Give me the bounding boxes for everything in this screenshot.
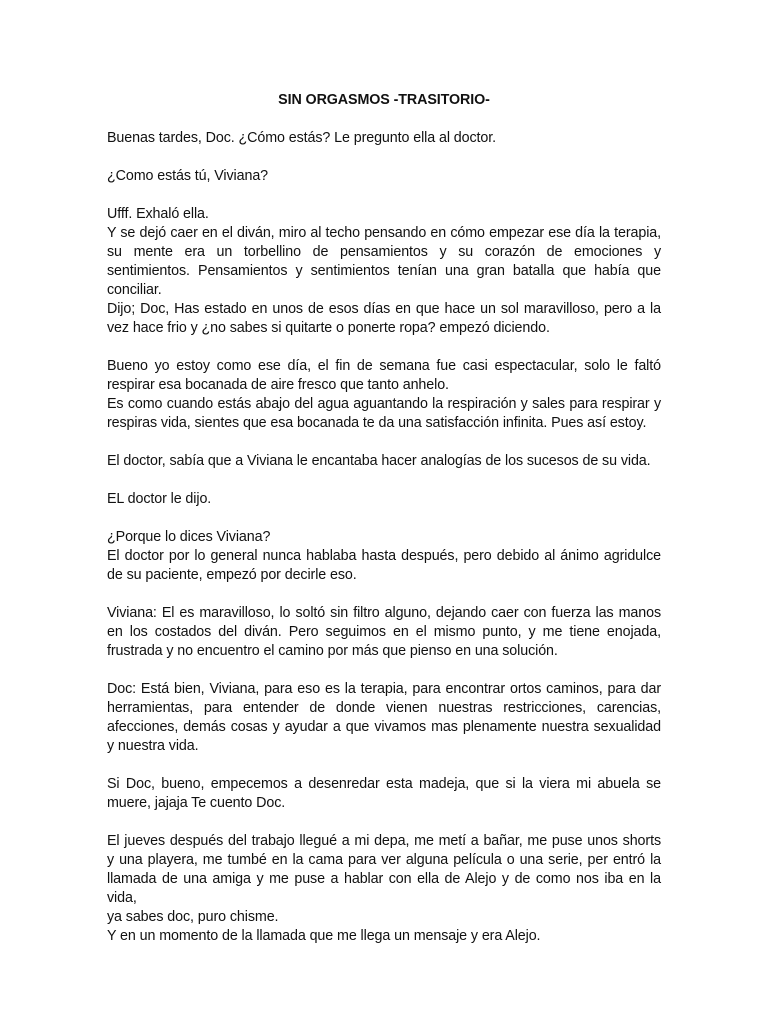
paragraph-line: Es como cuando estás abajo del agua aguantando la respiración y sales para respirar y xyxy=(107,396,661,412)
paragraph-line: respirar esa bocanada de aire fresco que tanto anhelo. xyxy=(107,377,449,393)
paragraph-line: Y se dejó caer en el diván, miro al techo pensando en cómo empezar ese día la terapia, xyxy=(107,225,661,241)
paragraph-line: El doctor, sabía que a Viviana le encantaba hacer analogías de los sucesos de su vida. xyxy=(107,453,651,469)
paragraph xyxy=(107,357,661,433)
paragraph-line: y una playera, me tumbé en la cama para ver alguna película o una serie, per entró la xyxy=(107,852,661,868)
paragraph-line: y nuestra vida. xyxy=(107,738,199,754)
paragraph-line: Doc: Está bien, Viviana, para eso es la terapia, para encontrar ortos caminos, para dar xyxy=(107,681,661,697)
paragraph-line: Si Doc, bueno, empecemos a desenredar esta madeja, que si la viera mi abuela se xyxy=(107,776,661,792)
paragraph-line: Buenas tardes, Doc. ¿Cómo estás? Le pregunto ella al doctor. xyxy=(107,130,496,146)
paragraph-line: Viviana: El es maravilloso, lo soltó sin filtro alguno, dejando caer con fuerza las manos xyxy=(107,605,661,621)
paragraph-line: en los costados del diván. Pero seguimos en el mismo punto, y me tiene enojada, xyxy=(107,624,661,640)
paragraph xyxy=(107,205,661,338)
paragraph xyxy=(107,490,661,509)
paragraph-line: respiras vida, sientes que esa bocanada te da una satisfacción infinita. Pues así estoy. xyxy=(107,415,647,431)
paragraph-line: sentimientos. Pensamientos y sentimientos tenían una gran batalla que había que xyxy=(107,263,661,279)
paragraph-line: vez hace frio y ¿no sabes si quitarte o ponerte ropa? empezó diciendo. xyxy=(107,320,550,336)
paragraph-line: su mente era un torbellino de pensamientos y su corazón de emociones y xyxy=(107,244,661,260)
paragraph-line: muere, jajaja Te cuento Doc. xyxy=(107,795,286,811)
paragraph-list xyxy=(107,129,661,946)
document-body xyxy=(107,91,661,965)
document-title: SIN ORGASMOS -TRASITORIO- xyxy=(278,92,490,108)
paragraph xyxy=(107,680,661,756)
paragraph-line: llamada de una amiga y me puse a hablar con ella de Alejo y de como nos iba en la vida, xyxy=(107,871,661,906)
paragraph-line: Bueno yo estoy como ese día, el fin de semana fue casi espectacular, solo le faltó xyxy=(107,358,661,374)
paragraph-line: ¿Como estás tú, Viviana? xyxy=(107,168,269,184)
paragraph-line: herramientas, para entender de donde vienen nuestras restricciones, carencias, xyxy=(107,700,661,716)
paragraph xyxy=(107,528,661,585)
paragraph xyxy=(107,775,661,813)
paragraph-line: ¿Porque lo dices Viviana? xyxy=(107,529,271,545)
paragraph xyxy=(107,129,661,148)
paragraph-line: El doctor por lo general nunca hablaba hasta después, pero debido al ánimo agridulce xyxy=(107,548,661,564)
paragraph xyxy=(107,604,661,661)
paragraph xyxy=(107,832,661,946)
paragraph-line: Ufff. Exhaló ella. xyxy=(107,206,209,222)
paragraph-line: conciliar. xyxy=(107,282,162,298)
paragraph-line: Dijo; Doc, Has estado en unos de esos días en que hace un sol maravilloso, pero a la xyxy=(107,301,661,317)
paragraph-line: Y en un momento de la llamada que me llega un mensaje y era Alejo. xyxy=(107,928,541,944)
paragraph-line: frustrada y no encuentro el camino por más que pienso en una solución. xyxy=(107,643,558,659)
paragraph xyxy=(107,167,661,186)
paragraph xyxy=(107,452,661,471)
paragraph-line: de su paciente, empezó por decirle eso. xyxy=(107,567,357,583)
paragraph-line: ya sabes doc, puro chisme. xyxy=(107,909,279,925)
paragraph-line: El jueves después del trabajo llegué a mi depa, me metí a bañar, me puse unos shorts xyxy=(107,833,661,849)
paragraph-line: EL doctor le dijo. xyxy=(107,491,212,507)
paragraph-line: afecciones, demás cosas y ayudar a que vivamos mas plenamente nuestra sexualidad xyxy=(107,719,661,735)
